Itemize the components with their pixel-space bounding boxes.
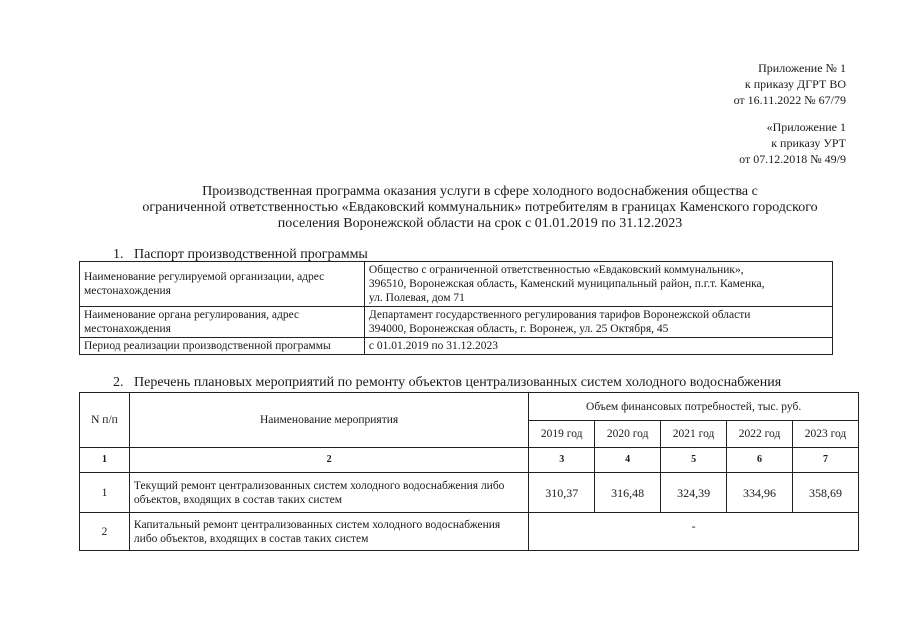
value-cell: 324,39: [661, 473, 727, 513]
table-row: [80, 473, 859, 513]
col-header-number: N п/п: [80, 393, 130, 448]
passport-label: Период реализации производственной программы: [80, 338, 365, 355]
value-cell: 358,69: [793, 473, 859, 513]
appendix-header-original: [739, 119, 846, 167]
col-header-finance: Объем финансовых потребностей, тыс. руб.: [529, 393, 859, 421]
section-number: 1.: [113, 247, 124, 262]
passport-value: [364, 262, 832, 307]
section-number: 2.: [113, 375, 124, 390]
appendix-order-ref: к приказу ДГРТ ВО: [744, 77, 846, 91]
measure-name: Капитальный ремонт централизованных систем холодного водоснабжения либо объектов, входящих в состав таких систем: [129, 513, 528, 551]
section-2-heading: [113, 375, 781, 391]
value-line: 394000, Воронежская область, г. Воронеж, ул. 25 Октября, 45: [368, 323, 669, 335]
appendix-order-ref: к приказу УРТ: [771, 136, 846, 150]
value-cell: 310,37: [529, 473, 595, 513]
appendix-order-date: от 07.12.2018 № 49/9: [739, 152, 846, 166]
value-line: ул. Полевая, дом 71: [368, 292, 465, 304]
value-line: с 01.01.2019 по 31.12.2023: [368, 340, 499, 352]
value-line: 396510, Воронежская область, Каменский муниципальный район, п.г.т. Каменка,: [368, 278, 765, 290]
index-cell: 4: [595, 448, 661, 473]
year-header: 2020 год: [595, 421, 661, 448]
index-cell: 7: [793, 448, 859, 473]
section-title: Паспорт производственной программы: [134, 247, 368, 262]
appendix-number: Приложение № 1: [758, 61, 846, 75]
table-row: [80, 513, 859, 551]
value-line: Департамент государственного регулирования тарифов Воронежской области: [368, 309, 751, 321]
year-header: 2022 год: [727, 421, 793, 448]
appendix-number: «Приложение 1: [766, 120, 846, 134]
index-cell: 1: [80, 448, 130, 473]
document-title: [80, 184, 880, 232]
appendix-order-date: от 16.11.2022 № 67/79: [733, 93, 846, 107]
index-cell: 2: [129, 448, 528, 473]
year-header: 2021 год: [661, 421, 727, 448]
passport-label: Наименование органа регулирования, адрес местонахождения: [80, 307, 365, 338]
table-header-row: [80, 393, 859, 421]
value-line: Общество с ограниченной ответственностью «Евдаковский коммунальник»,: [368, 264, 744, 276]
year-header: 2023 год: [793, 421, 859, 448]
row-number: 1: [80, 473, 130, 513]
passport-table: [79, 261, 833, 355]
measure-name: Текущий ремонт централизованных систем холодного водоснабжения либо объектов, входящих в состав таких систем: [129, 473, 528, 513]
year-header: 2019 год: [529, 421, 595, 448]
table-row: [80, 307, 833, 338]
passport-label: Наименование регулируемой организации, адрес местонахождения: [80, 262, 365, 307]
table-row: [80, 338, 833, 355]
passport-value: [364, 338, 832, 355]
section-title: Перечень плановых мероприятий по ремонту объектов централизованных систем холодного водоснабжения: [134, 375, 782, 390]
row-number: 2: [80, 513, 130, 551]
table-row: [80, 262, 833, 307]
passport-value: [364, 307, 832, 338]
appendix-header-current: [734, 60, 846, 108]
title-line: ограниченной ответственностью «Евдаковский коммунальник» потребителям в границах Каменского городского: [142, 200, 818, 215]
value-cell: 334,96: [727, 473, 793, 513]
measures-table: [79, 392, 859, 551]
index-cell: 3: [529, 448, 595, 473]
title-line: Производственная программа оказания услуги в сфере холодного водоснабжения общества с: [202, 184, 758, 199]
index-cell: 6: [727, 448, 793, 473]
title-line: поселения Воронежской области на срок с 01.01.2019 по 31.12.2023: [277, 216, 683, 231]
index-row: [80, 448, 859, 473]
index-cell: 5: [661, 448, 727, 473]
col-header-name: Наименование мероприятия: [129, 393, 528, 448]
merged-value-cell: -: [529, 513, 859, 551]
value-cell: 316,48: [595, 473, 661, 513]
